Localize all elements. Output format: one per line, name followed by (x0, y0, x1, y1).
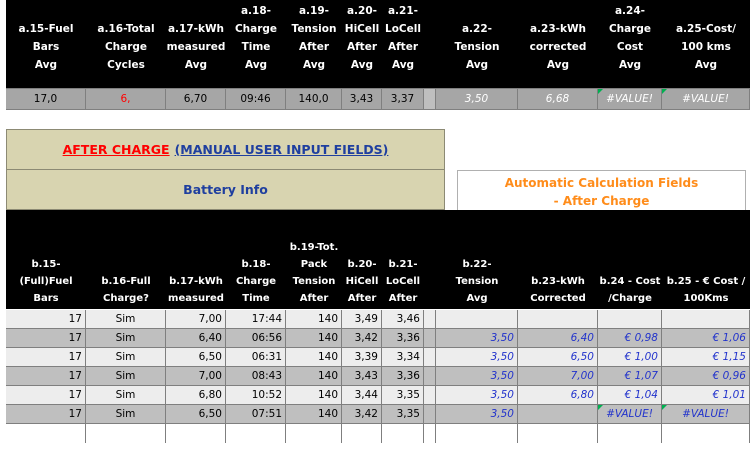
cell-value: Sim (115, 313, 136, 325)
cell-value: 3,50 (490, 408, 514, 420)
cell-kwh-corrected[interactable] (518, 405, 598, 424)
cell-tension-avg[interactable] (436, 329, 518, 348)
summary-cell-locell[interactable] (382, 89, 424, 109)
cell-value: 17 (68, 370, 82, 382)
cell-tension[interactable] (286, 329, 342, 348)
cell-value: 3,42 (354, 332, 378, 344)
cell-charge-time[interactable] (226, 424, 286, 443)
cell-locell[interactable] (382, 405, 424, 424)
cell-tension[interactable] (286, 348, 342, 367)
summary-cell-kwh-corrected[interactable] (518, 89, 598, 109)
cell-kwh[interactable] (166, 424, 226, 443)
summary-cell-value: 3,50 (464, 93, 489, 105)
summary-header-charge: a.16-Total Charge Cycles (97, 23, 155, 71)
cell-value: 17:44 (251, 313, 282, 325)
cell-value: Sim (115, 408, 136, 420)
cell-value: 3,50 (490, 370, 514, 382)
summary-cell-value: 3,43 (349, 93, 374, 105)
cell-spacer[interactable] (424, 310, 436, 329)
summary-cell-value: 6,70 (183, 93, 208, 105)
summary-cell-value: 140,0 (298, 93, 329, 105)
cell-value: 08:43 (251, 370, 282, 382)
cell-kwh[interactable] (166, 310, 226, 329)
summary-cell-spacer[interactable] (424, 89, 436, 109)
after-header-kwh-corrected: b.23-kWh Corrected (530, 276, 586, 304)
cell-charge-time[interactable] (226, 329, 286, 348)
cell-spacer[interactable] (424, 329, 436, 348)
cell-spacer[interactable] (424, 424, 436, 443)
cell-kwh[interactable] (166, 386, 226, 405)
cell-cost-100km[interactable] (662, 405, 750, 424)
summary-cell-value: #VALUE! (682, 93, 729, 105)
cell-value: 3,36 (396, 332, 420, 344)
cell-value: € 1,06 (712, 332, 746, 344)
cell-tension[interactable] (286, 424, 342, 443)
cell-spacer[interactable] (424, 386, 436, 405)
summary-cell-fuel-bars[interactable] (6, 89, 86, 109)
summary-header-fuel-bars: a.15-Fuel Bars Avg (18, 23, 74, 71)
cell-tension-avg[interactable] (436, 310, 518, 329)
cell-charge[interactable] (86, 329, 166, 348)
after-header-locell: b.21- LoCell After (385, 259, 421, 304)
summary-header-spacer (424, 0, 436, 88)
cell-fuel-bars[interactable] (6, 348, 86, 367)
cell-value: 17 (68, 351, 82, 363)
cell-value: 140 (317, 408, 338, 420)
summary-cell-cost-100km[interactable] (662, 89, 750, 109)
cell-locell[interactable] (382, 367, 424, 386)
cell-value: € 1,04 (624, 389, 658, 401)
cell-value: 3,42 (354, 408, 378, 420)
after-header-kwh: b.17-kWh measured (168, 276, 224, 304)
cell-cost-100km[interactable] (662, 386, 750, 405)
cell-value: 6,40 (570, 332, 594, 344)
summary-cell-value: 17,0 (33, 93, 58, 105)
after-header-spacer (424, 210, 436, 309)
cell-value: 140 (317, 370, 338, 382)
after-charge-header-row (6, 210, 750, 309)
cell-value: 10:52 (251, 389, 282, 401)
cell-value: Sim (115, 370, 136, 382)
cell-tension-avg[interactable] (436, 348, 518, 367)
error-marker-icon (662, 405, 667, 410)
after-header-fuel-bars: b.15-(Full)Fuel Bars (19, 259, 73, 304)
table-row (6, 367, 750, 386)
cell-charge-time[interactable] (226, 405, 286, 424)
cell-spacer[interactable] (424, 367, 436, 386)
cell-value: 140 (317, 389, 338, 401)
cell-hicell[interactable] (342, 386, 382, 405)
cell-fuel-bars[interactable] (6, 367, 86, 386)
cell-value: 7,00 (198, 370, 222, 382)
cell-value: 7,00 (198, 313, 222, 325)
summary-data-row (6, 88, 750, 110)
error-marker-icon (598, 405, 603, 410)
cell-tension[interactable] (286, 367, 342, 386)
cell-hicell[interactable] (342, 348, 382, 367)
cell-cost-100km[interactable] (662, 329, 750, 348)
cell-tension-avg[interactable] (436, 405, 518, 424)
cell-value: 3,50 (490, 332, 514, 344)
cell-charge[interactable] (86, 386, 166, 405)
summary-header-locell: a.21- LoCell After Avg (385, 5, 421, 71)
table-row (6, 348, 750, 367)
cell-value: 6,80 (198, 389, 222, 401)
cell-value: 07:51 (251, 408, 282, 420)
cell-hicell[interactable] (342, 367, 382, 386)
cell-value: 6,40 (198, 332, 222, 344)
cell-value: 3,34 (396, 351, 420, 363)
cell-kwh[interactable] (166, 329, 226, 348)
summary-cell-value: 09:46 (240, 93, 271, 105)
after-charge-title: AFTER CHARGE (62, 142, 170, 157)
error-marker-icon (598, 89, 603, 94)
cell-kwh-corrected[interactable] (518, 367, 598, 386)
summary-header-cost-100km: a.25-Cost/ 100 kms Avg (675, 23, 737, 71)
cell-value: Sim (115, 351, 136, 363)
cell-charge-time[interactable] (226, 310, 286, 329)
table-row (6, 405, 750, 424)
cell-value: 17 (68, 332, 82, 344)
summary-cell-value: 6,68 (545, 93, 570, 105)
cell-locell[interactable] (382, 310, 424, 329)
cell-fuel-bars[interactable] (6, 405, 86, 424)
after-charge-banner (6, 129, 445, 170)
cell-kwh[interactable] (166, 348, 226, 367)
summary-header-tension: a.19- Tension After Avg (291, 5, 337, 71)
cell-charge[interactable] (86, 367, 166, 386)
summary-cell-value: 6, (120, 93, 131, 105)
cell-value: 3,50 (490, 351, 514, 363)
cell-charge[interactable] (86, 405, 166, 424)
cell-locell[interactable] (382, 424, 424, 443)
summary-cell-hicell[interactable] (342, 89, 382, 109)
table-row (6, 386, 750, 405)
cell-charge[interactable] (86, 424, 166, 443)
cell-value: € 1,15 (712, 351, 746, 363)
summary-cell-value: #VALUE! (606, 93, 653, 105)
cell-fuel-bars[interactable] (6, 386, 86, 405)
after-header-cost-100km: b.25 - € Cost / 100Kms (666, 276, 746, 304)
cell-value: 3,43 (354, 370, 378, 382)
summary-header-tension-avg: a.22- Tension Avg (454, 23, 500, 71)
summary-header-hicell: a.20- HiCell After Avg (344, 5, 380, 71)
cell-charge[interactable] (86, 310, 166, 329)
auto-calc-banner: Automatic Calculation Fields - After Charge (457, 170, 746, 212)
cell-value: € 1,01 (712, 389, 746, 401)
after-header-charge-cost: b.24 - Cost /Charge (599, 276, 661, 304)
cell-charge-cost[interactable] (598, 329, 662, 348)
cell-value: € 0,96 (712, 370, 746, 382)
cell-value: 06:56 (251, 332, 282, 344)
after-header-charge-time: b.18- Charge Time (235, 259, 277, 304)
cell-value: Sim (115, 332, 136, 344)
cell-tension-avg[interactable] (436, 386, 518, 405)
cell-value: 3,36 (396, 370, 420, 382)
cell-value: 17 (68, 389, 82, 401)
cell-hicell[interactable] (342, 424, 382, 443)
cell-value: #VALUE! (682, 408, 729, 420)
cell-cost-100km[interactable] (662, 424, 750, 443)
cell-fuel-bars[interactable] (6, 310, 86, 329)
summary-header-kwh: a.17-kWh measured Avg (166, 23, 226, 71)
summary-cell-charge-time[interactable] (226, 89, 286, 109)
error-marker-icon (662, 89, 667, 94)
cell-fuel-bars[interactable] (6, 329, 86, 348)
cell-value: 6,80 (570, 389, 594, 401)
cell-charge-cost[interactable] (598, 405, 662, 424)
cell-charge[interactable] (86, 348, 166, 367)
cell-kwh[interactable] (166, 405, 226, 424)
cell-hicell[interactable] (342, 310, 382, 329)
cell-value: 3,35 (396, 389, 420, 401)
after-header-tension-avg: b.22- Tension Avg (455, 259, 499, 304)
cell-kwh-corrected[interactable] (518, 424, 598, 443)
cell-value: € 0,98 (624, 332, 658, 344)
table-row (6, 310, 750, 329)
cell-value: Sim (115, 389, 136, 401)
cell-kwh-corrected[interactable] (518, 348, 598, 367)
cell-cost-100km[interactable] (662, 367, 750, 386)
cell-charge-time[interactable] (226, 367, 286, 386)
cell-cost-100km[interactable] (662, 310, 750, 329)
summary-cell-tension-avg[interactable] (436, 89, 518, 109)
cell-value: #VALUE! (606, 408, 653, 420)
cell-cost-100km[interactable] (662, 348, 750, 367)
cell-charge-cost[interactable] (598, 386, 662, 405)
cell-tension[interactable] (286, 386, 342, 405)
cell-locell[interactable] (382, 329, 424, 348)
cell-fuel-bars[interactable] (6, 424, 86, 443)
battery-info-banner: Battery Info (6, 170, 445, 210)
cell-value: € 1,00 (624, 351, 658, 363)
cell-tension[interactable] (286, 405, 342, 424)
cell-value: 3,50 (490, 389, 514, 401)
cell-value: 17 (68, 408, 82, 420)
cell-value: 140 (317, 351, 338, 363)
summary-cell-charge-cost[interactable] (598, 89, 662, 109)
cell-value: 6,50 (570, 351, 594, 363)
summary-header-kwh-corrected: a.23-kWh corrected Avg (529, 23, 587, 71)
cell-value: 3,35 (396, 408, 420, 420)
cell-kwh[interactable] (166, 367, 226, 386)
cell-value: 06:31 (251, 351, 282, 363)
table-row (6, 329, 750, 348)
cell-value: 3,49 (354, 313, 378, 325)
cell-value: 3,46 (396, 313, 420, 325)
summary-header-charge-cost: a.24- Charge Cost Avg (608, 5, 652, 71)
after-header-charge: b.16-Full Charge? (101, 276, 151, 304)
after-header-hicell: b.20- HiCell After (345, 259, 379, 304)
cell-value: 17 (68, 313, 82, 325)
cell-tension-avg[interactable] (436, 367, 518, 386)
cell-kwh-corrected[interactable] (518, 310, 598, 329)
cell-kwh-corrected[interactable] (518, 386, 598, 405)
cell-locell[interactable] (382, 386, 424, 405)
summary-cell-kwh[interactable] (166, 89, 226, 109)
cell-value: 7,00 (570, 370, 594, 382)
cell-locell[interactable] (382, 348, 424, 367)
summary-header-charge-time: a.18- Charge Time Avg (234, 5, 278, 71)
cell-tension[interactable] (286, 310, 342, 329)
cell-charge-time[interactable] (226, 386, 286, 405)
table-row (6, 424, 750, 443)
manual-input-subtitle: (MANUAL USER INPUT FIELDS) (174, 142, 389, 157)
cell-value: 6,50 (198, 351, 222, 363)
cell-value: € 1,07 (624, 370, 658, 382)
summary-cell-value: 3,37 (390, 93, 415, 105)
cell-charge-cost[interactable] (598, 424, 662, 443)
cell-charge-cost[interactable] (598, 310, 662, 329)
cell-value: 140 (317, 332, 338, 344)
cell-charge-time[interactable] (226, 348, 286, 367)
cell-spacer[interactable] (424, 348, 436, 367)
summary-cell-charge[interactable] (86, 89, 166, 109)
cell-value: 3,44 (354, 389, 378, 401)
cell-tension-avg[interactable] (436, 424, 518, 443)
summary-header-row (6, 0, 750, 88)
cell-kwh-corrected[interactable] (518, 329, 598, 348)
cell-hicell[interactable] (342, 329, 382, 348)
after-header-tension: b.19-Tot. Pack Tension After (289, 242, 339, 304)
cell-value: 140 (317, 313, 338, 325)
summary-cell-tension[interactable] (286, 89, 342, 109)
cell-hicell[interactable] (342, 405, 382, 424)
cell-charge-cost[interactable] (598, 348, 662, 367)
cell-value: 6,50 (198, 408, 222, 420)
cell-spacer[interactable] (424, 405, 436, 424)
cell-value: 3,39 (354, 351, 378, 363)
cell-charge-cost[interactable] (598, 367, 662, 386)
